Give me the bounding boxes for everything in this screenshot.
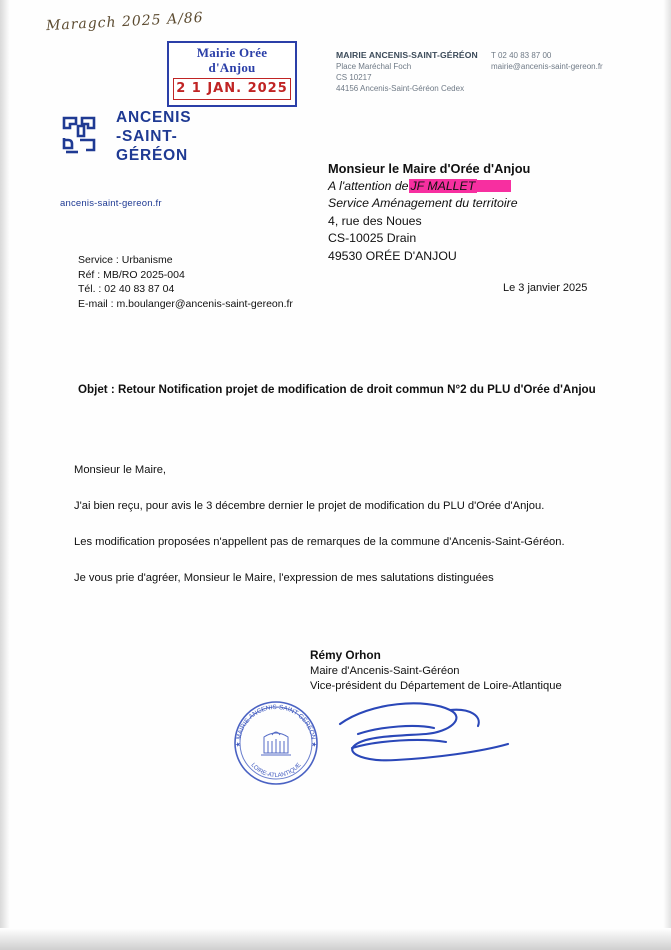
stamp-title: Mairie Orée d'Anjou — [196, 45, 268, 75]
sender-block — [336, 50, 636, 94]
signatory-role-1: Maire d'Ancenis-Saint-Géréon — [310, 664, 460, 677]
reference-email: E-mail : m.boulanger@ancenis-saint-gereon.fr — [78, 297, 293, 310]
signature-block — [310, 648, 562, 695]
recipient-address-line-1: 4, rue des Noues — [328, 213, 422, 228]
letter-salutation — [74, 462, 592, 478]
stamp-date-box — [173, 78, 291, 100]
letter-date: Le 3 janvier 2025 — [503, 282, 588, 294]
handwritten-annotation: Maragch 2025 A/86 — [45, 9, 205, 35]
svg-text:LOIRE-ATLANTIQUE: LOIRE-ATLANTIQUE — [249, 762, 303, 780]
recipient-address-line-3: 49530 ORÉE D'ANJOU — [328, 248, 457, 263]
salutation-text: Monsieur le Maire — [74, 464, 163, 476]
official-seal-icon — [228, 695, 324, 791]
recipient-attention-prefix: A l'attention de — [328, 178, 409, 193]
logo-line-3: GÉRÉON — [116, 147, 188, 164]
scan-edge-right — [663, 0, 671, 950]
logo-website: ancenis-saint-gereon.fr — [60, 198, 162, 209]
sender-email: mairie@ancenis-saint-gereon.fr — [491, 62, 603, 71]
sender-phone: T 02 40 83 87 00 — [491, 51, 552, 60]
subject-label: Objet : — [78, 383, 115, 396]
letter-paragraph-2: Les modification proposées n'appellent pas de remarques de la commune d'Ancenis-Saint-Géréon. — [74, 536, 565, 548]
reception-stamp — [167, 41, 297, 107]
letter-body — [74, 462, 592, 606]
handwritten-signature — [330, 690, 520, 780]
signatory-role-2: Vice-président du Département de Loire-Atlantique — [310, 680, 562, 692]
scan-edge-left — [0, 0, 10, 950]
recipient-title: Monsieur le Maire d'Orée d'Anjou — [328, 161, 531, 176]
recipient-address-line-2: CS-10025 Drain — [328, 231, 417, 245]
sender-address-line-1: Place Maréchal Foch — [336, 62, 412, 71]
subject-text: Retour Notification projet de modification de droit commun N°2 du PLU d'Orée d'Anjou — [117, 383, 596, 396]
reference-phone: Tél. : 02 40 83 87 04 — [78, 283, 175, 295]
reference-number: Réf : MB/RO 2025-004 — [78, 268, 185, 281]
sender-address-line-2: CS 10217 — [336, 73, 372, 82]
letter-subject — [78, 381, 598, 398]
recipient-attention-name: JF MALLET — [410, 178, 476, 193]
svg-text:★ MAIRIE ANCENIS-SAINT-GÉRÉON: ★ MAIRIE ANCENIS-SAINT-GÉRÉON ★ — [234, 703, 318, 748]
signatory-name: Rémy Orhon — [310, 648, 381, 662]
recipient-attention — [328, 178, 511, 196]
sender-name: MAIRIE ANCENIS-SAINT-GÉRÉON — [336, 50, 478, 60]
stamp-date: 2 1 JAN. 2025 — [176, 81, 288, 96]
recipient-service: Service Aménagement du territoire — [328, 196, 518, 210]
logo-wordmark — [116, 108, 191, 165]
letter-paragraph-1: J'ai bien reçu, pour avis le 3 décembre dernier le projet de modification du PLU d'Orée d'Anjou. — [74, 500, 545, 512]
reference-service: Service : Urbanisme — [78, 254, 173, 266]
sender-contact — [491, 50, 603, 72]
ancenis-saint-gereon-logo-icon — [60, 114, 106, 160]
logo-line-2: -SAINT- — [116, 128, 178, 145]
logo-line-1: ANCENIS — [116, 109, 192, 126]
salutation-comma: , — [162, 464, 167, 476]
scan-edge-bottom — [0, 928, 671, 950]
recipient-block — [328, 160, 648, 265]
highlight-redaction — [477, 180, 511, 192]
letter-paragraph-3: Je vous prie d'agréer, Monsieur le Maire, l'expression de mes salutations distinguées — [74, 572, 494, 584]
sender-address-line-3: 44156 Ancenis-Saint-Géréon Cedex — [336, 84, 465, 93]
reference-block — [78, 253, 293, 311]
